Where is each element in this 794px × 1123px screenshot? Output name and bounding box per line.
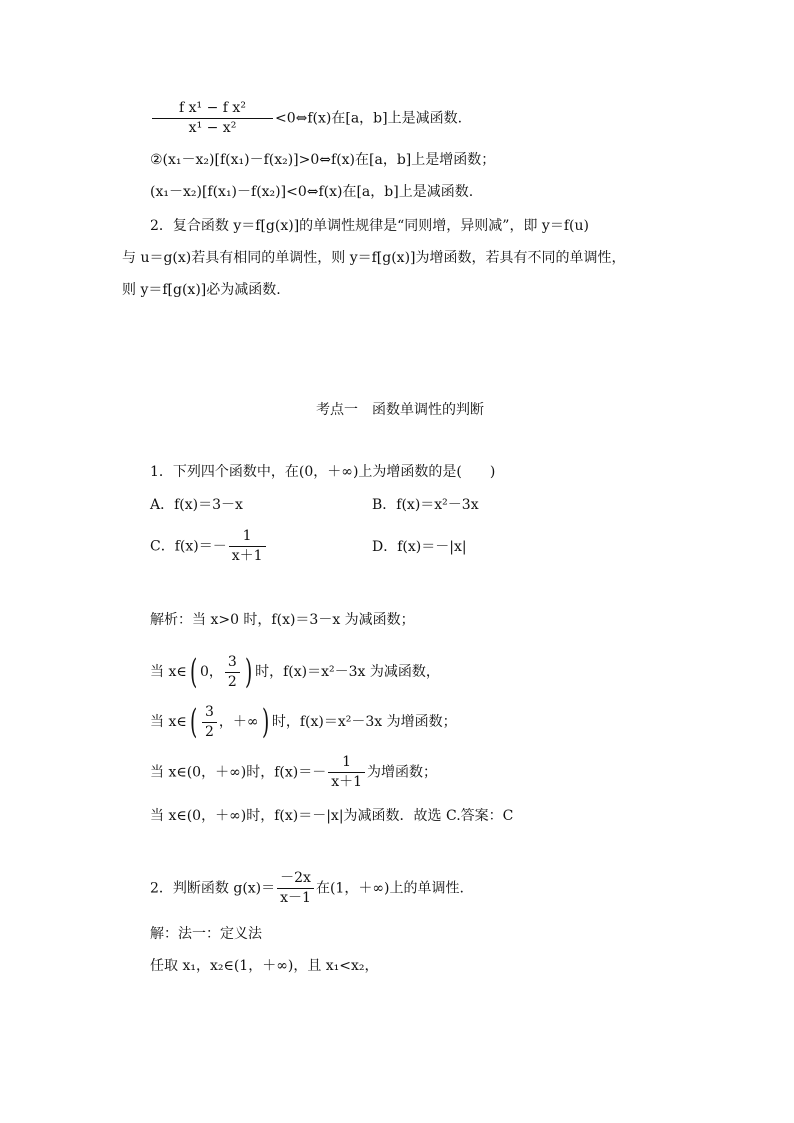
fraction-numerator: f x¹ − f x² [179, 100, 246, 116]
solution-line-1: 任取 x₁，x₂∈(1，＋∞)，且 x₁<x₂， [150, 958, 379, 974]
composite-rule-line-2: 与 u＝g(x)若具有相同的单调性，则 y＝f[g(x)]为增函数，若具有不同的单调性， [122, 250, 626, 266]
question-2-stem [150, 870, 464, 907]
option-c-fraction [229, 528, 266, 565]
fraction-numerator: 1 [242, 528, 252, 544]
left-paren: ( [189, 652, 197, 692]
fraction-numerator: 1 [342, 754, 352, 770]
analysis-text: 时，f(x)＝x²－3x 为减函数， [255, 664, 440, 680]
question-1-stem: 1．下列四个函数中，在(0，＋∞)上为增函数的是( ) [150, 464, 496, 480]
analysis-line-2 [150, 652, 440, 692]
composite-rule-line-1: 2．复合函数 y＝f[g(x)]的单调性规律是“同则增，异则减”，即 y＝f(u) [150, 218, 589, 234]
g-function-fraction [277, 870, 314, 907]
question-text: 2．判断函数 g(x)＝ [150, 880, 276, 897]
fraction-denominator: x＋1 [328, 772, 365, 791]
fraction-numerator: 3 [227, 653, 237, 670]
composite-rule-line-3: 则 y＝f[g(x)]必为减函数. [122, 282, 281, 298]
option-b: B．f(x)＝x²－3x [372, 497, 479, 513]
condition-increasing: ②(x₁－x₂)[f(x₁)－f(x₂)]>0⇔f(x)在[a，b]上是增函数； [150, 152, 496, 168]
analysis-line-3 [150, 702, 457, 742]
right-paren: ) [244, 652, 253, 692]
question-text: 在(1，＋∞)上的单调性. [315, 880, 464, 897]
condition-decreasing: (x₁－x₂)[f(x₁)－f(x₂)]<0⇔f(x)在[a，b]上是减函数. [150, 184, 474, 200]
interval-end: ，＋∞ [218, 714, 259, 730]
fraction-denominator: x＋1 [229, 546, 266, 565]
analysis-line-1: 解析：当 x>0 时，f(x)＝3－x 为减函数； [150, 612, 415, 628]
interval-start: 0， [199, 664, 223, 680]
fraction-denominator: 2 [202, 722, 217, 741]
analysis-line-4 [150, 754, 437, 791]
fraction-numerator: －2x [280, 870, 311, 886]
analysis-line-5-answer: 当 x∈(0，＋∞)时，f(x)＝－|x|为减函数．故选 C.答案：C [150, 808, 514, 824]
left-paren: ( [189, 702, 197, 742]
reciprocal-fraction [328, 754, 365, 791]
difference-quotient [152, 100, 273, 137]
right-paren: ) [261, 702, 269, 742]
fraction-denominator: x¹ − x² [152, 118, 273, 137]
analysis-text: 当 x∈(0，＋∞)时，f(x)＝－ [150, 764, 327, 781]
option-a: A．f(x)＝3－x [150, 497, 243, 513]
solution-heading: 解：法一：定义法 [150, 926, 262, 942]
three-halves-fraction [225, 654, 240, 691]
fraction-numerator: 3 [204, 703, 214, 720]
section-title: 考点一 函数单调性的判断 [316, 402, 484, 418]
fraction-denominator: 2 [225, 672, 240, 691]
three-halves-fraction [202, 704, 217, 741]
analysis-text: 当 x∈ [150, 664, 187, 680]
option-c-prefix: C．f(x)＝－ [150, 538, 227, 555]
fraction-denominator: x－1 [277, 888, 314, 907]
inequality-conclusion: <0⇔f(x)在[a，b]上是减函数. [275, 110, 463, 127]
option-c [150, 528, 268, 565]
analysis-text: 为增函数； [367, 764, 438, 781]
analysis-text: 当 x∈ [150, 714, 187, 730]
option-d: D．f(x)＝－|x| [372, 539, 467, 555]
analysis-text: 时，f(x)＝x²－3x 为增函数； [271, 714, 457, 730]
fraction-inequality-decreasing [150, 100, 462, 137]
